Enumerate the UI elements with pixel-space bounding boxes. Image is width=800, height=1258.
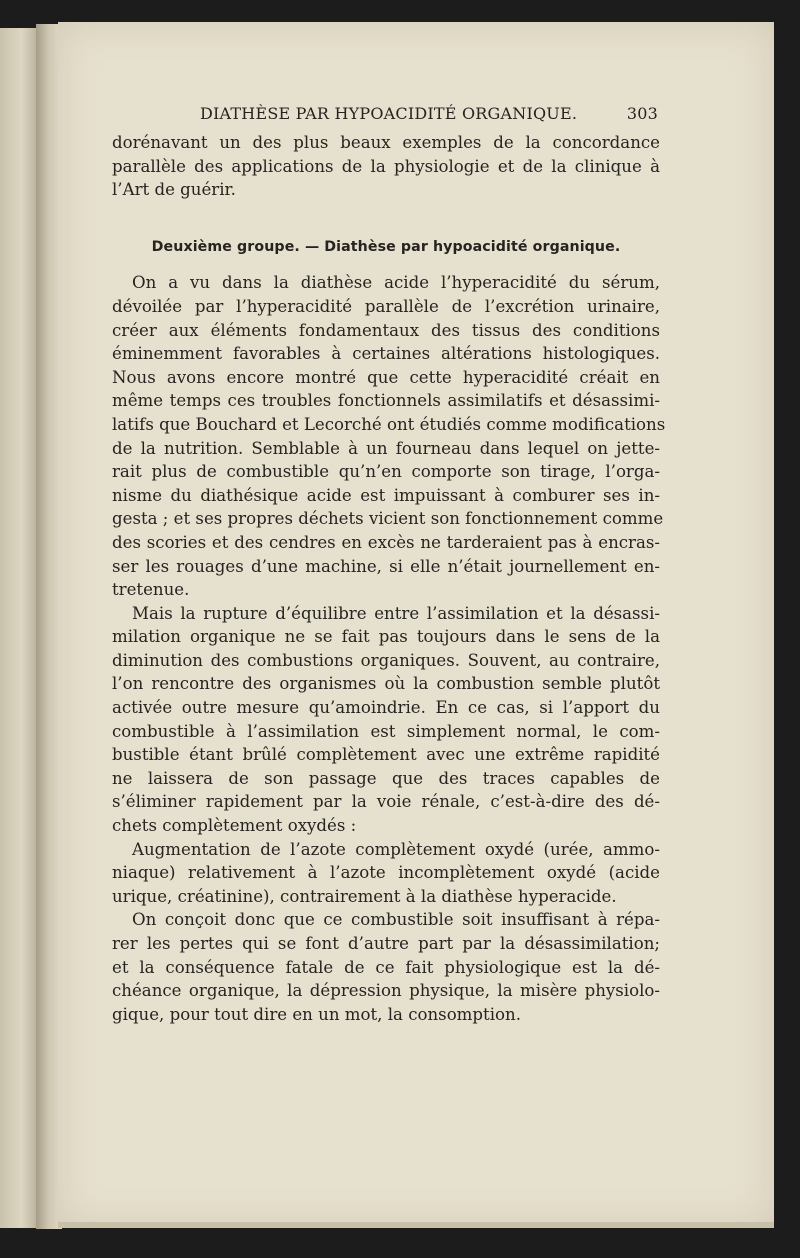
text-line: On conçoit donc que ce combustible soit insuffisant à répa- [132,910,660,930]
text-line: nisme du diathésique acide est impuissant à comburer ses in- [112,485,660,505]
text-line: rait plus de combustible qu’n’en comporte son tirage, l’orga- [112,462,660,482]
previous-page-edge [0,28,36,1228]
text-line: s’éliminer rapidement par la voie rénale, c’est-à-dire des dé- [112,792,660,812]
text-line: diminution des combustions organiques. Souvent, au contraire, [112,650,660,670]
running-head-title: DIATHÈSE PAR HYPOACIDITÉ ORGANIQUE. [200,104,578,123]
text-line: de la nutrition. Semblable à un fourneau dans lequel on jette- [112,438,660,458]
body-text [112,131,666,1026]
text-line: l’Art de guérir. [112,180,236,200]
paragraph-augmentation [112,838,660,909]
text-line: chéance organique, la dépression physique, la misère physiolo- [112,981,660,1001]
text-line: rer les pertes qui se font d’autre part par la désassimilation; [112,934,660,953]
section-heading: Deuxième groupe. — Diathèse par hypoacidité organique. [151,238,621,255]
text-line: urique, créatinine), contrairement à la diathèse hyperacide. [112,886,617,906]
text-line: milation organique ne se fait pas toujours dans le sens de la [112,627,660,647]
page-number: 303 [626,104,658,123]
page-bottom-edge [58,1222,774,1228]
text-line: gique, pour tout dire en un mot, la consomption. [112,1004,521,1024]
running-head [200,104,660,128]
text-line: gesta ; et ses propres déchets vicient son fonctionnement comme [112,509,664,529]
text-line: dorénavant un des plus beaux exemples de la concordance [112,133,660,152]
text-line: Mais la rupture d’équilibre entre l’assimilation et la désassi- [132,603,660,623]
text-line: et la conséquence fatale de ce fait physiologique est la dé- [112,957,660,977]
text-line: éminemment favorables à certaines altérations histologiques. [112,344,660,364]
text-line: combustible à l’assimilation est simplement normal, le com- [112,721,660,741]
paragraph-hyperacidity [112,271,666,601]
text-line: chets complètement oxydés : [112,816,357,836]
intro-paragraph [112,131,660,202]
text-line: ser les rouages d’une machine, si elle n’était journellement en- [112,556,660,576]
text-line: Augmentation de l’azote complètement oxydé (urée, ammo- [132,839,660,859]
text-line: parallèle des applications de la physiologie et de la clinique à [112,156,660,176]
text-line: ne laissera de son passage que des traces capables de [112,768,660,788]
text-line: On a vu dans la diathèse acide l’hyperacidité du sérum, [132,273,660,293]
text-line: des scories et des cendres en excès ne tarderaient pas à encras- [112,532,660,552]
paragraph-consomption [112,908,660,1026]
text-line: l’on rencontre des organismes où la combustion semble plutôt [112,674,660,694]
text-line: Nous avons encore montré que cette hyperacidité créait en [112,367,660,387]
text-line: activée outre mesure qu’amoindrie. En ce cas, si l’apport du [112,698,660,718]
text-line: créer aux éléments fondamentaux des tissus des conditions [112,320,660,340]
text-line: niaque) relativement à l’azote incomplètement oxydé (acide [112,863,660,883]
text-line: tretenue. [112,580,190,600]
text-line: bustible étant brûlé complètement avec une extrême rapidité [112,745,660,765]
paragraph-rupture [112,602,660,838]
text-line: latifs que Bouchard et Lecorché ont étudiés comme modifications [112,414,666,434]
text-line: même temps ces troubles fonctionnels assimilatifs et désassimi- [112,391,660,411]
text-line: dévoilée par l’hyperacidité parallèle de l’excrétion urinaire, [112,296,660,316]
